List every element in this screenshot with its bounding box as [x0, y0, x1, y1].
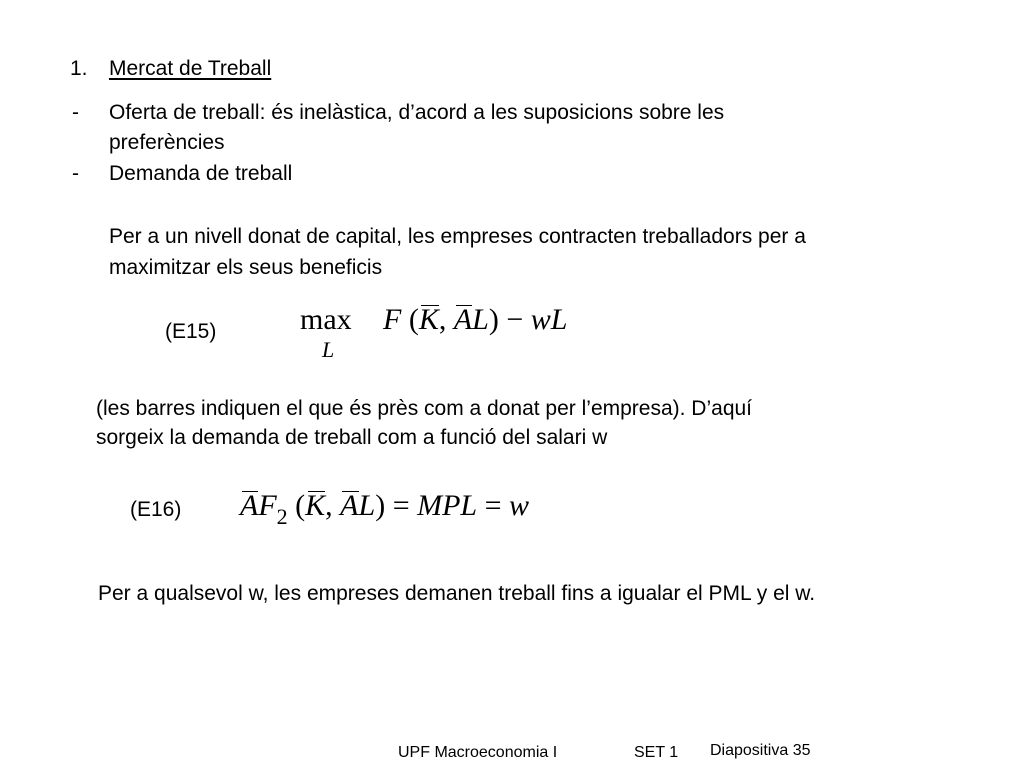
section-number: 1.: [70, 57, 88, 80]
equation-e15-body: [383, 302, 567, 338]
conclusion-text: Per a qualsevol w, les empreses demanen treball fins a igualar el PML y el w.: [98, 582, 816, 605]
capital-K-bar: K: [305, 489, 326, 522]
bullet-marker: -: [72, 162, 79, 185]
bullet-text-line: Demanda de treball: [109, 162, 293, 185]
equation-label-e15: (E15): [165, 320, 217, 343]
equation-label-e16: (E16): [130, 498, 182, 521]
bullet-marker: -: [72, 101, 79, 124]
paragraph-line: Per a un nivell donat de capital, les empreses contracten treballadors per a: [109, 225, 806, 248]
max-subscript: L: [322, 337, 335, 362]
comma: ,: [438, 303, 447, 336]
section-title: Mercat de Treball: [109, 57, 272, 80]
productivity-A-bar: A: [340, 489, 359, 522]
footer-slide-number: Diapositiva 35: [710, 742, 811, 759]
function-F: F: [383, 303, 402, 336]
minus-sign: −: [506, 303, 524, 336]
comma: ,: [325, 489, 333, 522]
max-operator: max: [300, 303, 352, 336]
equation-e16: [240, 488, 530, 529]
footer-course: UPF Macroeconomia I: [398, 744, 558, 761]
capital-K-bar: K: [418, 303, 439, 336]
productivity-A-bar: A: [240, 489, 259, 522]
function-F: F: [258, 489, 277, 522]
wage-w: w: [509, 489, 530, 522]
paragraph-line: (les barres indiquen el que és près com a donat per l’empresa). D’aquí: [96, 397, 753, 420]
paragraph-line: sorgeix la demanda de treball com a funció del salari w: [96, 426, 608, 449]
equals-sign: =: [392, 489, 410, 522]
wage-w: w: [530, 303, 551, 336]
bullet-text-line: Oferta de treball: és inelàstica, d’acord a les suposicions sobre les: [109, 101, 725, 124]
productivity-A-bar: A: [453, 303, 473, 336]
subscript-2: 2: [276, 504, 288, 529]
paren-close: ): [375, 489, 386, 522]
equals-sign: =: [484, 489, 502, 522]
bullet-text-line: preferències: [109, 131, 225, 154]
footer-set: SET 1: [634, 744, 679, 761]
mpl-term: MPL: [417, 489, 478, 522]
paren-open: (: [295, 489, 306, 522]
paren-close: ): [488, 303, 499, 336]
labor-L: L: [550, 303, 568, 336]
labor-L: L: [358, 489, 376, 522]
paragraph-line: maximitzar els seus beneficis: [109, 256, 383, 279]
labor-L: L: [472, 303, 489, 336]
paren-open: (: [408, 303, 419, 336]
